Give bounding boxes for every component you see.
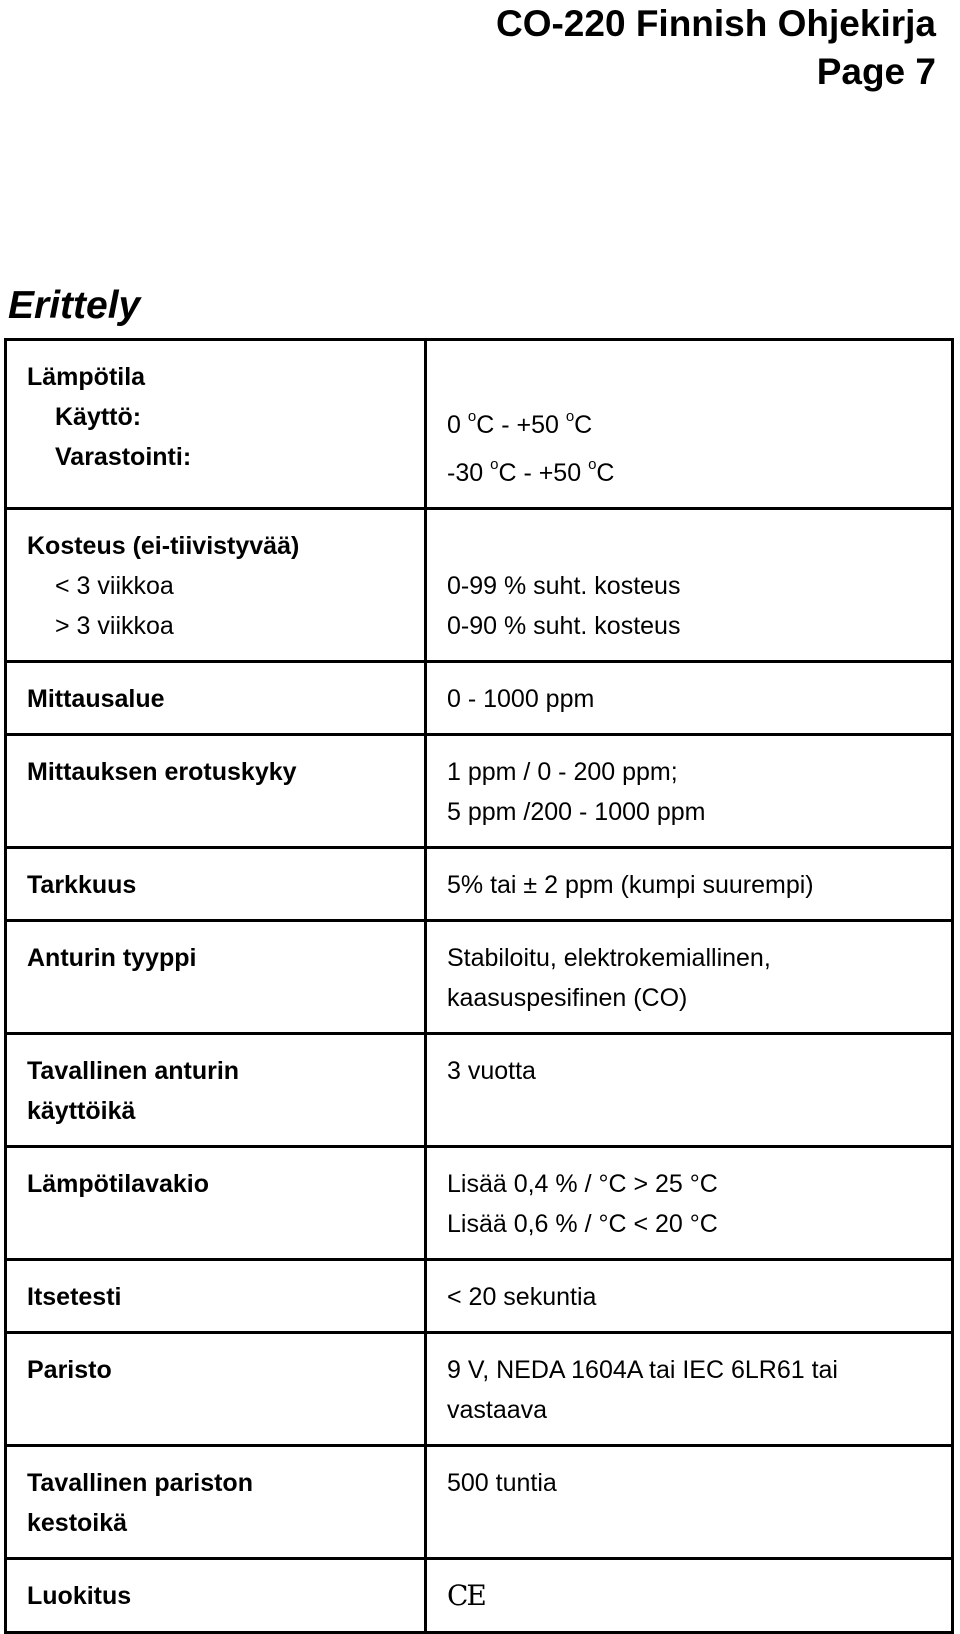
temperature-operating-label: Käyttö: xyxy=(55,403,142,431)
resolution-label: Mittauksen erotuskyky xyxy=(6,735,426,848)
spec-value-cell xyxy=(426,735,953,848)
page-number: Page 7 xyxy=(816,51,936,92)
spec-row-battery xyxy=(6,1333,953,1446)
sensor-life-value: 3 vuotta xyxy=(426,1034,953,1147)
spec-row-battery-life xyxy=(6,1446,953,1559)
sensor-type-value-1: Stabiloitu, elektrokemiallinen, xyxy=(447,944,771,972)
spec-value-cell xyxy=(426,509,953,662)
spec-label-cell xyxy=(6,509,426,662)
accuracy-label: Tarkkuus xyxy=(6,848,426,921)
degree-symbol: o xyxy=(467,408,477,425)
accuracy-value: 5% tai ± 2 ppm (kumpi suurempi) xyxy=(426,848,953,921)
temp-coefficient-value-1: Lisää 0,4 % / °C > 25 °C xyxy=(447,1170,718,1198)
spec-value-cell xyxy=(426,1333,953,1446)
sensor-type-value-2: kaasuspesifinen (CO) xyxy=(447,984,688,1012)
battery-label: Paristo xyxy=(6,1333,426,1446)
spec-table xyxy=(4,338,954,1634)
spec-row-sensor-type xyxy=(6,921,953,1034)
humidity-over-value: 0-90 % suht. kosteus xyxy=(447,612,681,640)
spec-row-sensor-life xyxy=(6,1034,953,1147)
temperature-label: Lämpötila xyxy=(27,363,146,391)
spec-row-humidity xyxy=(6,509,953,662)
sensor-life-label-2: käyttöikä xyxy=(27,1097,136,1125)
spec-row-range xyxy=(6,662,953,735)
resolution-value-2: 5 ppm /200 - 1000 ppm xyxy=(447,798,706,826)
battery-value-2: vastaava xyxy=(447,1396,548,1424)
temp-coefficient-value-2: Lisää 0,6 % / °C < 20 °C xyxy=(447,1210,718,1238)
spec-value-cell xyxy=(426,921,953,1034)
spec-label-cell xyxy=(6,1034,426,1147)
degree-symbol: o xyxy=(588,456,597,473)
humidity-under-value: 0-99 % suht. kosteus xyxy=(447,572,681,600)
degree-symbol: o xyxy=(565,408,575,425)
temperature-operating-value: 0 $^o$C - +50 $^o$C xyxy=(447,408,593,439)
spec-value-cell xyxy=(426,1559,953,1633)
spec-value-cell xyxy=(426,340,953,509)
spec-row-temp-coefficient xyxy=(6,1147,953,1260)
sensor-type-label: Anturin tyyppi xyxy=(6,921,426,1034)
battery-life-value: 500 tuntia xyxy=(426,1446,953,1559)
document-title: CO-220 Finnish Ohjekirja xyxy=(495,3,936,44)
classification-label: Luokitus xyxy=(6,1559,426,1633)
resolution-value-1: 1 ppm / 0 - 200 ppm; xyxy=(447,758,678,786)
spec-row-accuracy xyxy=(6,848,953,921)
self-test-value: < 20 sekuntia xyxy=(426,1260,953,1333)
spec-value-cell xyxy=(426,1147,953,1260)
spec-row-resolution xyxy=(6,735,953,848)
self-test-label: Itsetesti xyxy=(6,1260,426,1333)
battery-life-label-1: Tavallinen pariston xyxy=(27,1469,253,1497)
battery-value-1: 9 V, NEDA 1604A tai IEC 6LR61 tai xyxy=(447,1356,838,1384)
temperature-storage-value: -30 $^o$C - +50 $^o$C xyxy=(447,456,615,487)
humidity-under-label: < 3 viikkoa xyxy=(55,572,174,600)
battery-life-label-2: kestoikä xyxy=(27,1509,128,1537)
humidity-over-label: > 3 viikkoa xyxy=(55,612,174,640)
spec-row-self-test xyxy=(6,1260,953,1333)
temp-coefficient-label: Lämpötilavakio xyxy=(6,1147,426,1260)
spec-row-classification xyxy=(6,1559,953,1633)
range-value: 0 - 1000 ppm xyxy=(426,662,953,735)
temperature-storage-label: Varastointi: xyxy=(55,443,192,471)
document-header xyxy=(496,0,936,96)
section-title: Erittely xyxy=(8,284,141,327)
ce-mark-icon: CE xyxy=(447,1579,485,1612)
degree-symbol: o xyxy=(490,456,499,473)
spec-label-cell xyxy=(6,1446,426,1559)
range-label: Mittausalue xyxy=(6,662,426,735)
humidity-label: Kosteus (ei-tiivistyvää) xyxy=(27,532,300,560)
spec-row-temperature xyxy=(6,340,953,509)
spec-label-cell xyxy=(6,340,426,509)
sensor-life-label-1: Tavallinen anturin xyxy=(27,1057,240,1085)
